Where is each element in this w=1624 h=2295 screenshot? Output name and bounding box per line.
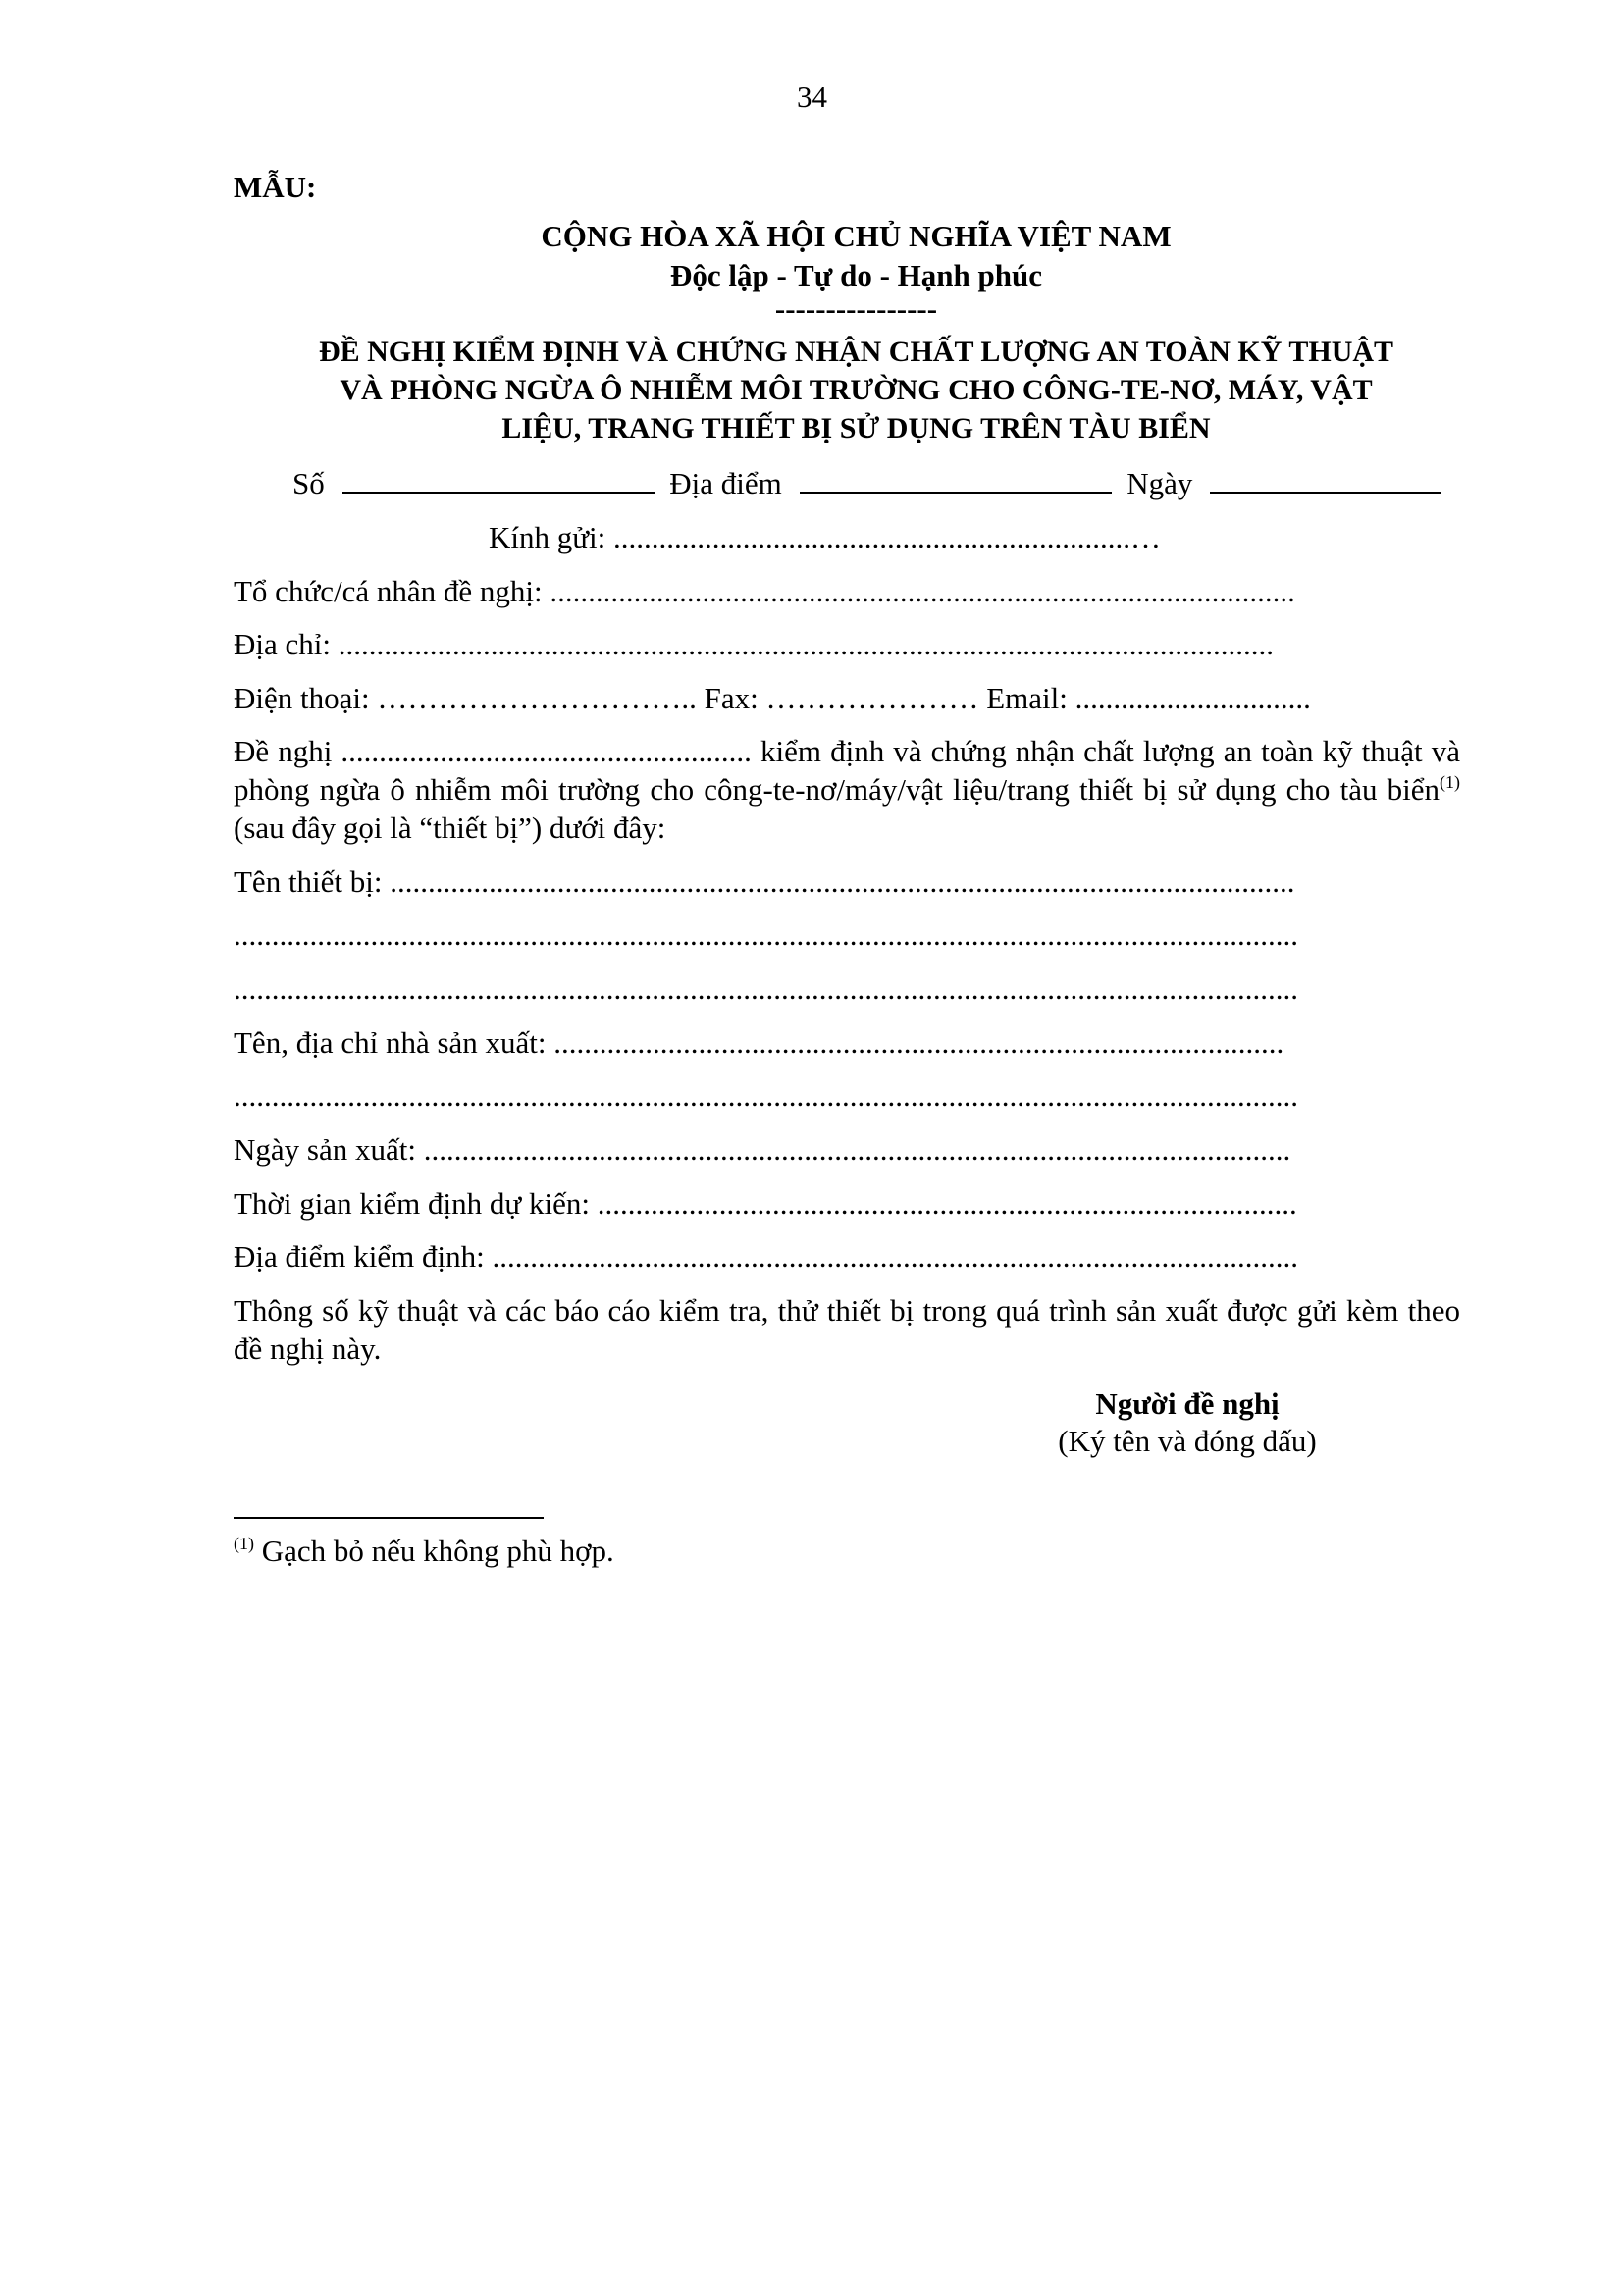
dia-diem-label: Địa điểm [669,466,782,500]
request-paragraph [234,732,1460,847]
thoi-gian-line: Thời gian kiểm định dự kiến: ............................................................................................ [234,1186,1297,1221]
ngay-blank [1210,470,1441,494]
footnote [234,1533,614,1571]
dotted-line: ............................................................................................................................................ [234,1078,1298,1113]
to-chuc-line: Tổ chức/cá nhân đề nghị: .................................................................................................. [234,574,1295,608]
ngay-san-xuat-line: Ngày sản xuất: .................................................................................................................. [234,1132,1291,1167]
reference-line [292,465,1441,503]
title-line-1: ĐỀ NGHỊ KIỂM ĐỊNH VÀ CHỨNG NHẬN CHẤT LƯỢNG AN TOÀN KỸ THUẬT [318,336,1394,368]
dia-diem-kiem-dinh-line: Địa điểm kiểm định: .......................................................................................................... [234,1239,1298,1274]
attachment-paragraph: Thông số kỹ thuật và các báo cáo kiểm tra, thử thiết bị trong quá trình sản xuất được gửi kèm theo đề nghị này. [234,1293,1460,1366]
so-label: Số [292,466,325,500]
page-number: 34 [797,79,827,114]
dotted-line: ............................................................................................................................................ [234,917,1298,952]
nha-san-xuat-line: Tên, địa chỉ nhà sản xuất: ................................................................................................ [234,1025,1284,1060]
footnote-ref: (1) [1440,772,1460,792]
footnote-marker: (1) [234,1534,254,1553]
country-header: CỘNG HÒA XÃ HỘI CHỦ NGHĨA VIỆT NAM [541,219,1172,253]
dotted-line: ............................................................................................................................................ [234,971,1298,1006]
signature-title: Người đề nghị [1095,1386,1280,1421]
kinh-gui-line: Kính gửi: ....................................................................… [489,520,1162,554]
header-separator: ---------------- [774,291,938,326]
form-label: MẪU: [234,170,317,204]
footnote-text: Gạch bỏ nếu không phù hợp. [254,1534,614,1568]
request-text: Đề nghị ...................................................... kiểm định và chứng nhận chất lượng an toàn kỹ thuật và phòng ngừa ô nhiễm môi trường cho công-te-nơ/máy/vật liệu/trang thiết bị sử dụng cho tàu biển [234,734,1460,807]
dien-thoai-line: Điện thoại: ………………………….. Fax: ………………… Email: ............................... [234,681,1311,715]
ten-thiet-bi-line: Tên thiết bị: ....................................................................................................................... [234,864,1295,899]
request-text-end: (sau đây gọi là “thiết bị”) dưới đây: [234,810,666,845]
title-line-3: LIỆU, TRANG THIẾT BỊ SỬ DỤNG TRÊN TÀU BIỂN [501,412,1211,444]
signature-note: (Ký tên và đóng dấu) [1058,1424,1317,1458]
title-line-2: VÀ PHÒNG NGỪA Ô NHIỄM MÔI TRƯỜNG CHO CÔNG-TE-NƠ, MÁY, VẬT [340,374,1373,406]
ngay-label: Ngày [1126,466,1193,500]
dia-diem-blank [800,470,1112,494]
motto: Độc lập - Tự do - Hạnh phúc [670,258,1042,292]
so-blank [342,470,655,494]
footnote-divider [234,1517,544,1519]
dia-chi-line: Địa chỉ: ........................................................................................................................... [234,627,1274,661]
